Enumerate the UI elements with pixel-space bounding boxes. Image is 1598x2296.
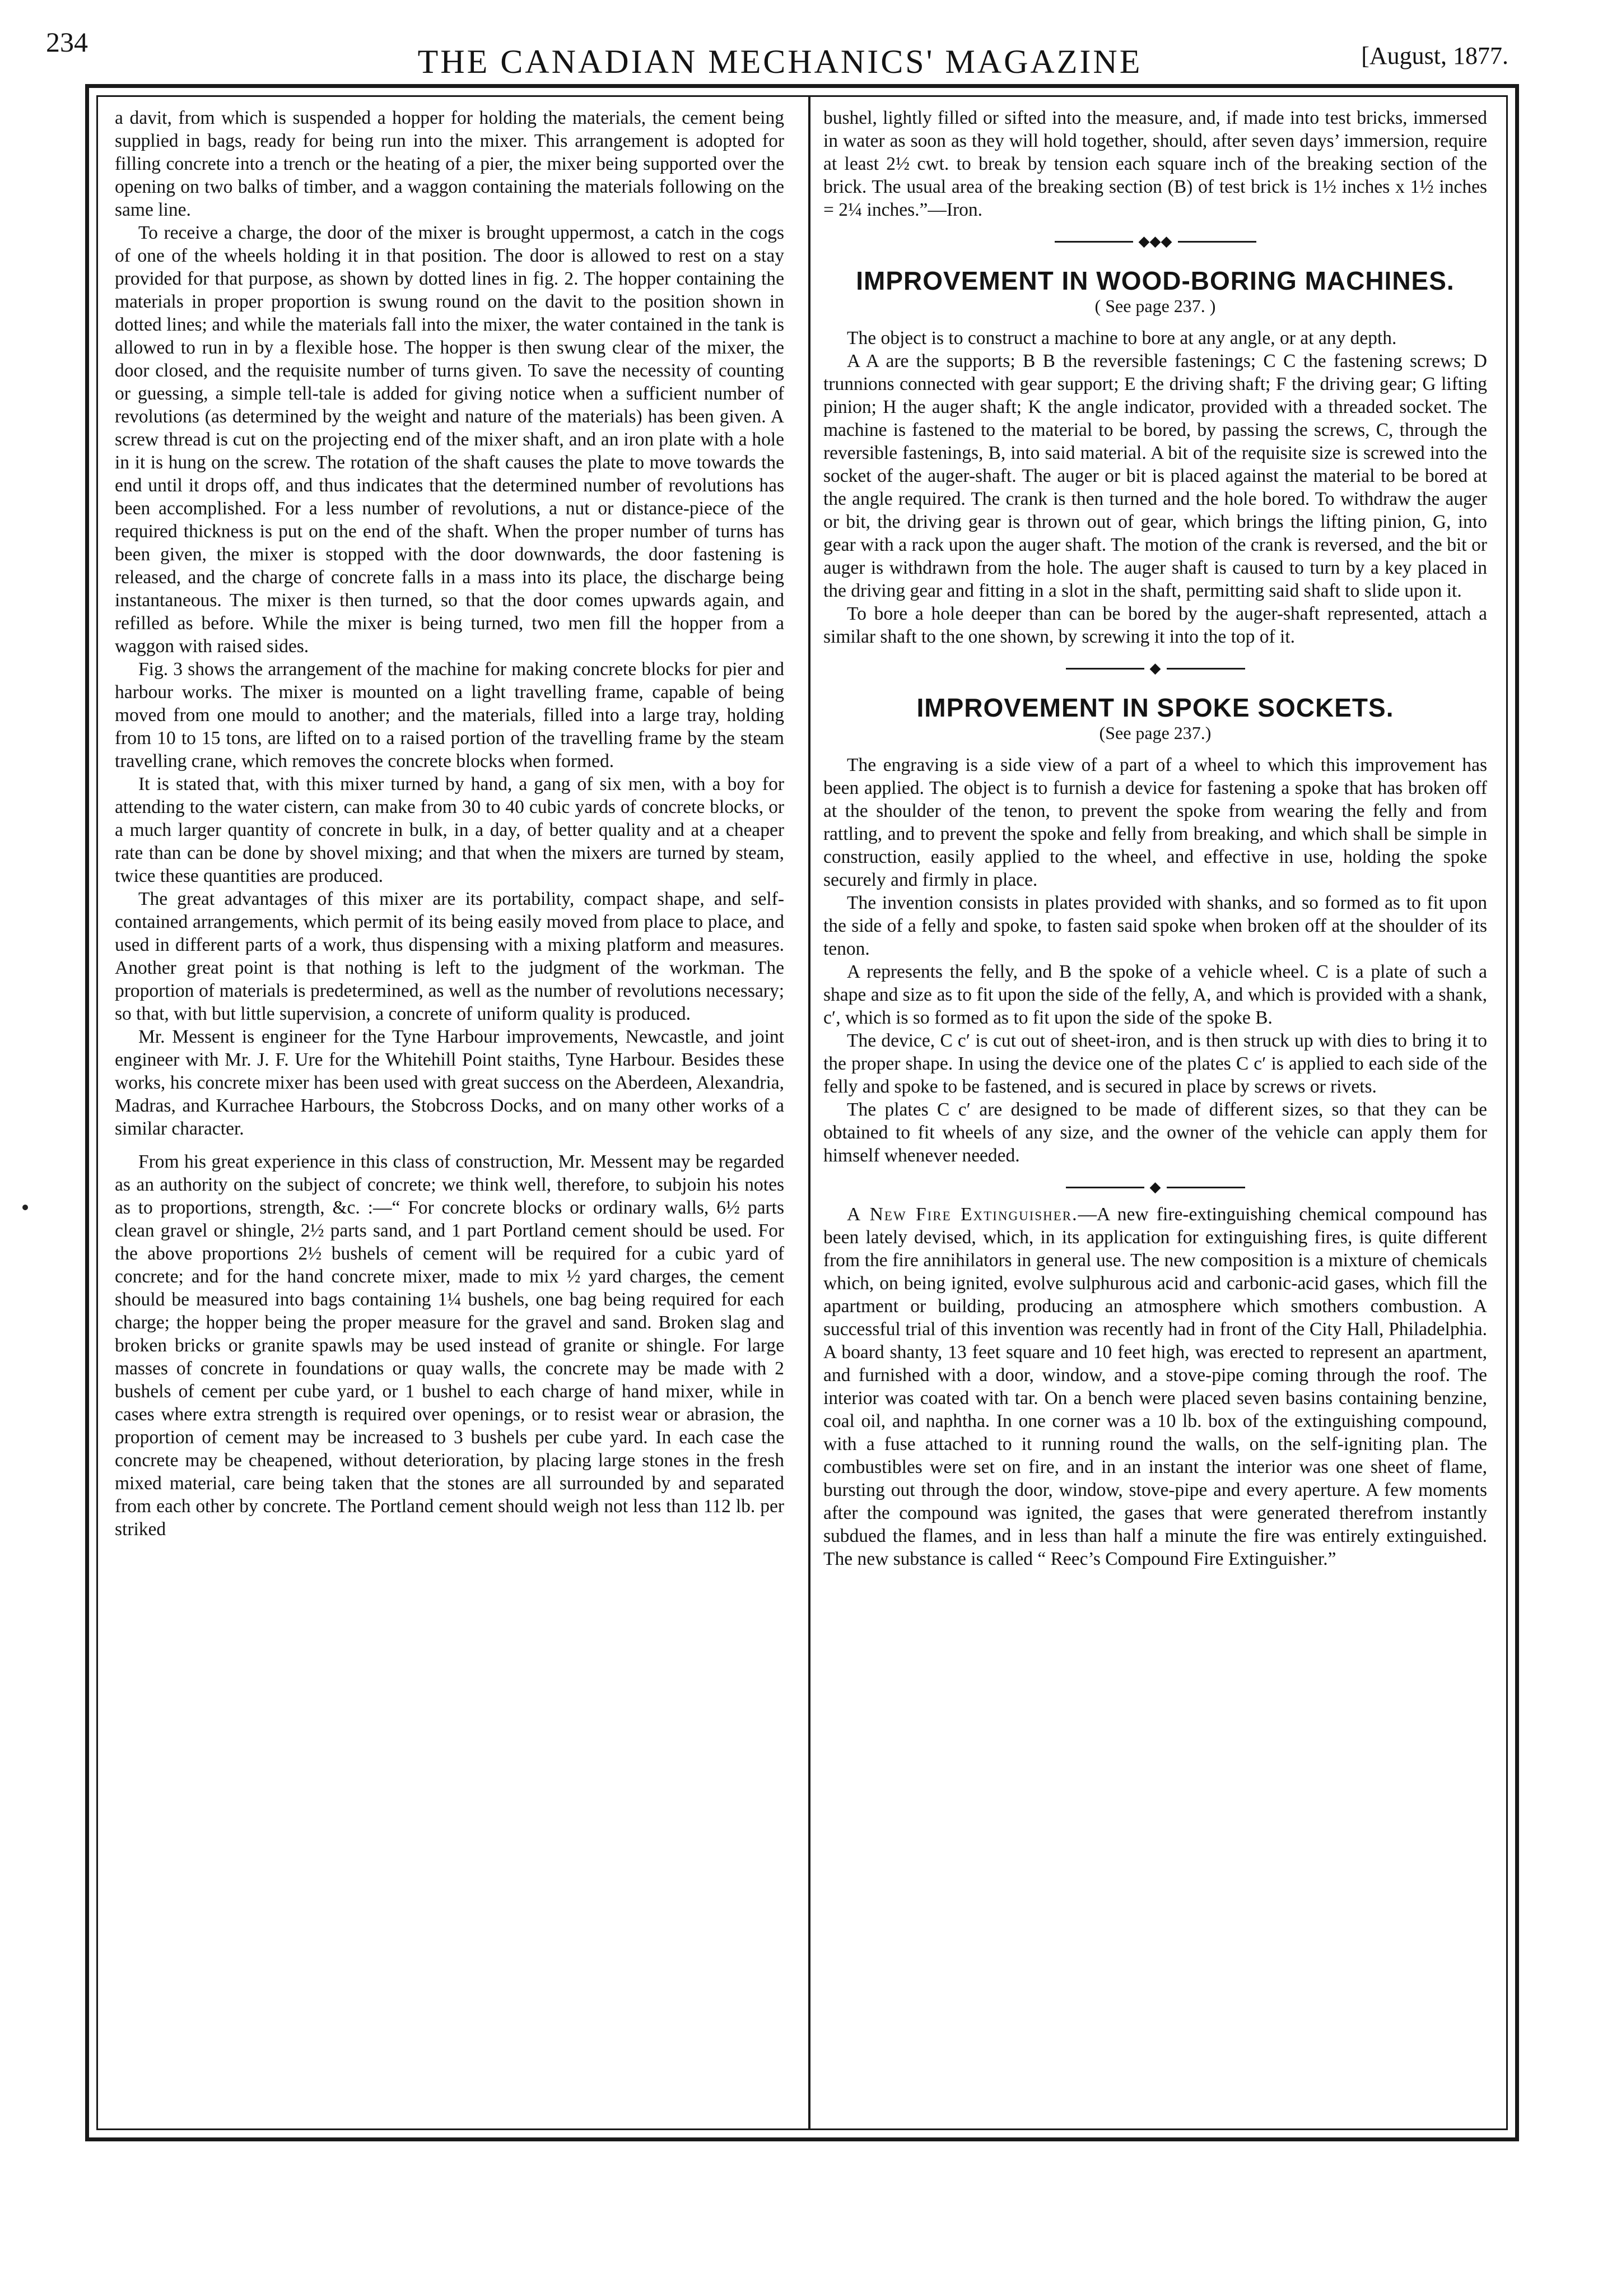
page-number: 234: [46, 26, 88, 58]
issue-date: [August, 1877.: [1361, 42, 1508, 69]
article-body: —A new fire-extinguishing chemical compound has been lately devised, which, in its application for extinguishing fires, is quite different from the fire annihilators in general use. The new composition is a mixture of chemicals which, on being ignited, evolve sulphurous acid and carbonic-acid gases, which fill the apartment or building, producing an atmosphere which smothers combustion. A successful trial of this invention was recently had in front of the City Hall, Philadelphia. A board shanty, 13 feet square and 10 feet high, was erected to represent an apartment, and furnished with a door, window, and a stove-pipe coming through the roof. The interior was coated with tar. On a bench were placed seven basins containing benzine, coal oil, and naphtha. In one corner was a 10 lb. box of the extinguishing compound, with a fuse attached to it running round the walls, on the self-igniting plan. The combustibles were set on fire, and in an instant the interior was one sheet of flame, bursting out through the door, window, stove-pipe and every aperture. A few moments after the compound was ignited, the gases that were generated therefrom instantly subdued the flames, and in less than half a minute the fire was entirely extinguished. The new substance is called “ Reec’s Compound Fire Extinguisher.”: [823, 1204, 1487, 1569]
see-page-note: ( See page 237. ): [1094, 296, 1216, 316]
column-divider: [808, 97, 810, 2128]
paragraph: To bore a hole deeper than can be bored by the auger-shaft represented, attach a similar shaft to the one shown, by screwing it into the top of it.: [823, 603, 1487, 647]
paragraph: bushel, lightly filled or sifted into the measure, and, if made into test bricks, immersed in water as soon as they will hold together, should, after seven days’ immersion, require at least 2½ cwt. to break by tension each square inch of the breaking section of the brick. The usual area of the breaking section (B) of test brick is 1½ inches x 1½ inches = 2¼ inches.”—Iron.: [823, 108, 1487, 220]
paragraph: Fig. 3 shows the arrangement of the machine for making concrete blocks for pier and harbour works. The mixer is mounted on a light travelling frame, capable of being moved from one mould to another; and the materials, filled into a large tray, holding from 10 to 15 tons, are lifted on to a raised portion of the travelling frame by the steam travelling crane, which removes the concrete blocks when formed.: [115, 659, 784, 771]
margin-dot: [22, 1205, 28, 1210]
paragraph: It is stated that, with this mixer turned by hand, a gang of six men, with a boy for attending to the water cistern, can make from 30 to 40 cubic yards of concrete blocks, or a much larger quantity of concrete in bulk, in a day, of better quality and at a cheaper rate than can be done by shovel mixing; and that when the mixers are turned by steam, twice these quantities are produced.: [115, 774, 784, 886]
paragraph: Mr. Messent is engineer for the Tyne Harbour improvements, Newcastle, and joint engineer with Mr. J. F. Ure for the Whitehill Point staiths, Tyne Harbour. Besides these works, his concrete mixer has been used with great success on the Aberdeen, Alexandria, Madras, and Kurrachee Harbours, the Stobcross Docks, and on many other works of a similar character.: [115, 1026, 784, 1139]
paragraph: The great advantages of this mixer are its portability, compact shape, and self-contained arrangements, which permit of its being easily moved from place to place, and used in different parts of a work, thus dispensing with a mixing platform and measures. Another great point is that nothing is left to the judgment of the workman. The proportion of materials is predetermined, as well as the number of revolutions necessary; so that, with but little supervision, a concrete of uniform quality is produced.: [115, 889, 784, 1024]
article-title-spoke-sockets: IMPROVEMENT IN SPOKE SOCKETS.: [916, 693, 1394, 722]
paragraph: The object is to construct a machine to bore at any angle, or at any depth.: [847, 328, 1397, 348]
paragraph: The device, C c′ is cut out of sheet-iron, and is then struck up with dies to bring it to the proper shape. In using the device one of the plates C c′ is applied to each side of the felly and spoke to be fastened, and is secured in place by screws or rivets.: [823, 1030, 1487, 1097]
paragraph: The plates C c′ are designed to be made of different sizes, so that they can be obtained to fit wheels of any size, and the owner of the vehicle can apply them for himself whenever needed.: [823, 1099, 1487, 1166]
right-column: [823, 106, 1487, 1570]
running-header: [46, 18, 1514, 80]
paragraph: From his great experience in this class of construction, Mr. Messent may be regarded as an authority on the subject of concrete; we think well, therefore, to subjoin his notes as to proportions, strength, &c. :—“ For concrete blocks or ordinary walls, 6½ parts clean gravel or shingle, 2½ parts sand, and 1 part Portland cement should be used. For the above proportions 2½ bushels of cement will be required for a cubic yard of concrete; and for the hand concrete mixer, made to mix ½ yard charges, the cement should be measured into bags containing 1¼ bushels, one bag being required for each charge; the hopper being the proper measure for the gravel and sand. Broken slag and broken bricks or granite spawls may be used instead of granite or shingle. For large masses of concrete in foundations or quay walls, the concrete may be made with 2 bushels of cement per cube yard, or 1 bushel to each charge of hand mixer, while in cases where extra strength is required over openings, or to resist wear or abrasion, the proportion of cement may be increased to 3 bushels per cube yard. In each case the concrete may be cheapened, without deterioration, by placing large stones in the fresh mixed material, care being taken that the stones are all surrounded by and separated from each other by concrete. The Portland cement should weigh not less than 112 lb. per striked: [115, 1151, 784, 1540]
article-title-wood-boring: IMPROVEMENT IN WOOD-BORING MACHINES.: [856, 266, 1455, 295]
paragraph: The engraving is a side view of a part of a wheel to which this improvement has been applied. The object is to furnish a device for fastening a spoke that has broken off at the shoulder of the tenon, to prevent the spoke from wearing the felly and from rattling, and to prevent the spoke and felly from breaking, and which shall be simple in construction, easily applied to the wheel, and effective in use, holding the spoke securely and firmly in place.: [823, 755, 1487, 890]
paragraph: A represents the felly, and B the spoke of a vehicle wheel. C is a plate of such a shape and size as to fit upon the side of the felly, A, and which is provided with a shank, c′, which is so formed as to fit upon the side of the spoke B.: [823, 961, 1487, 1028]
section-ornament: ◆◆◆: [823, 230, 1487, 253]
paragraph: a davit, from which is suspended a hopper for holding the materials, the cement being supplied in bags, ready for being run into the mixer. This arrangement is adopted for filling concrete into a trench or the heating of a pier, the mixer being supported over the opening on two balks of timber, and a waggon containing the materials following on the same line.: [115, 108, 784, 220]
left-column: [115, 106, 784, 1541]
fire-extinguisher-paragraph: [823, 1203, 1487, 1570]
article-lead-in: A New Fire Extinguisher.: [847, 1204, 1078, 1225]
magazine-title: THE CANADIAN MECHANICS' MAGAZINE: [417, 43, 1143, 80]
see-page-note: (See page 237.): [1099, 723, 1212, 743]
section-ornament: ◆: [823, 1176, 1487, 1198]
section-ornament: ◆: [823, 657, 1487, 680]
paragraph: To receive a charge, the door of the mixer is brought uppermost, a catch in the cogs of one of the wheels holding it in that position. The door is allowed to rest on a stay provided for that purpose, as shown by dotted lines in fig. 2. The hopper containing the materials in proper proportion is swung round on the davit to the position shown in dotted lines; and while the materials fall into the mixer, the water contained in the tank is allowed to run in by a flexible hose. The hopper is then swung clear of the mixer, the door closed, and the requisite number of turns given. To save the necessity of counting or guessing, a simple tell-tale is added for giving notice when a sufficient number of revolutions (as determined by the weight and nature of the materials) has been given. A screw thread is cut on the projecting end of the mixer shaft, and an iron plate with a hole in it is hung on the screw. The rotation of the shaft causes the plate to move towards the end until it drops off, and thus indicates that the determined number of revolutions has been accomplished. For a less number of revolutions, a nut or distance-piece of the required thickness is put on the end of the shaft. When the proper number of turns has been given, the mixer is stopped with the door downwards, the door fastening is released, and the charge of concrete falls in a mass into its place, the discharge being instantaneous. The mixer is then turned, so that the door comes upwards again, and refilled as before. While the mixer is being turned, two men fill the hopper from a waggon with raised sides.: [115, 222, 784, 657]
paragraph: The invention consists in plates provided with shanks, and so formed as to fit upon the side of a felly and spoke, to fasten said spoke when broken off at the shoulder of its tenon.: [823, 893, 1487, 959]
paragraph: A A are the supports; B B the reversible fastenings; C C the fastening screws; D trunnions connected with gear support; E the driving shaft; F the driving gear; G lifting pinion; H the auger shaft; K the angle indicator, provided with a threaded socket. The machine is fastened to the material to be bored, by passing the screws, C, through the reversible fastenings, B, into said material. A bit of the requisite size is screwed into the socket of the auger-shaft. The auger or bit is placed against the material to be bored at the angle required. The crank is then turned and the hole bored. To withdraw the auger or bit, the driving gear is thrown out of gear, which brings the lifting pinion, G, into gear with a rack upon the auger shaft. The motion of the crank is reversed, and the bit or auger is withdrawn from the hole. The auger shaft is caused to turn by a key placed in the driving gear and fitting in a slot in the shaft, permitting said shaft to slide upon it.: [823, 351, 1487, 601]
